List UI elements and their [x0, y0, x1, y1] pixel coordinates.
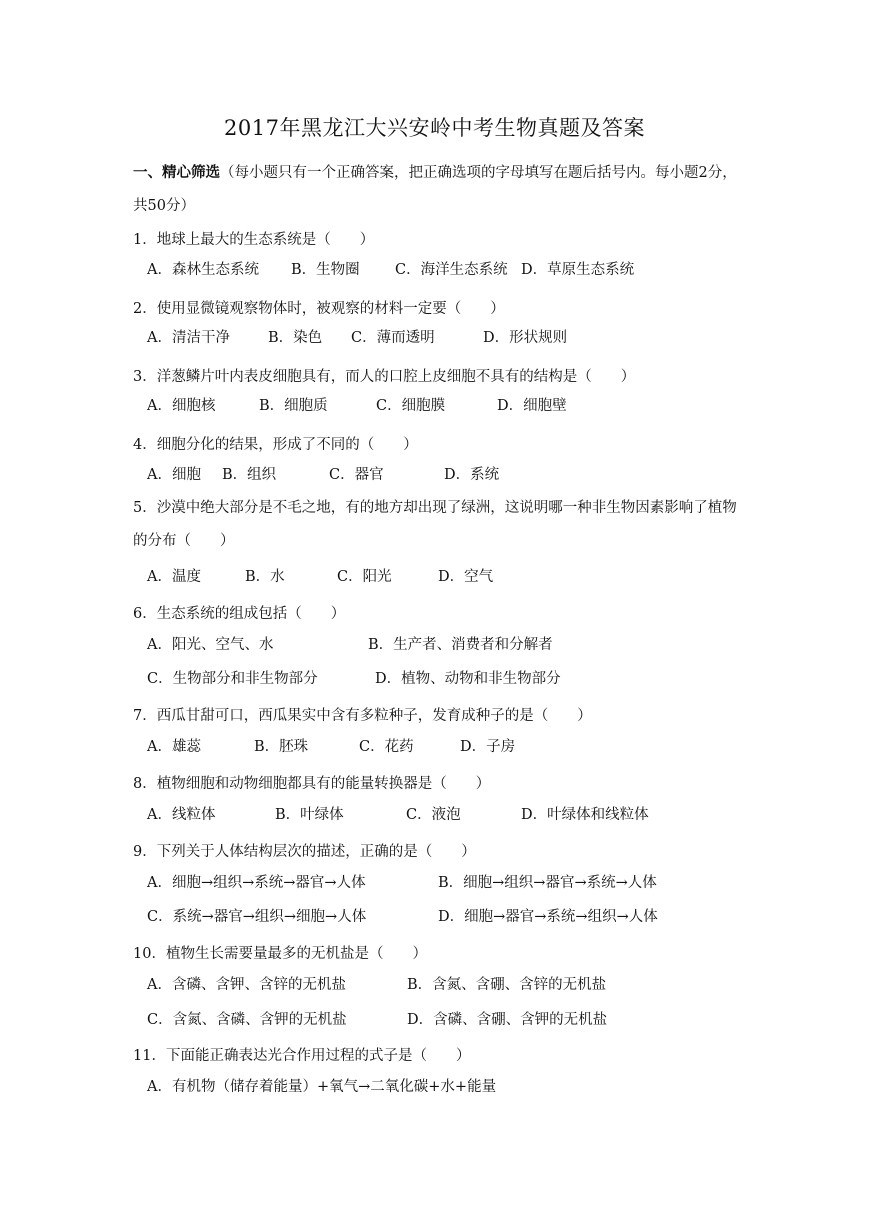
option-a: A．细胞	[147, 467, 201, 483]
option-c: C．生物部分和非生物部分	[147, 671, 318, 687]
option-c: C．海洋生态系统	[395, 262, 508, 278]
question-stem: 4．细胞分化的结果，形成了不同的（ ）	[133, 437, 418, 453]
option-c: C．器官	[329, 467, 384, 483]
section-intro	[133, 156, 743, 223]
question-stem: 10．植物生长需要量最多的无机盐是（ ）	[133, 946, 427, 962]
option-a: A．细胞→组织→系统→器官→人体	[147, 875, 366, 891]
question-stem: 8．植物细胞和动物细胞都具有的能量转换器是（ ）	[133, 776, 491, 792]
option-c: C．细胞膜	[376, 398, 446, 414]
option-a: A．森林生态系统	[147, 262, 259, 278]
option-b: B．生产者、消费者和分解者	[368, 637, 553, 653]
question-stem: 9．下列关于人体结构层次的描述，正确的是（ ）	[133, 844, 476, 860]
option-d: D．子房	[460, 739, 516, 755]
option-b: B．胚珠	[254, 739, 309, 755]
option-b: B．生物圈	[291, 262, 360, 278]
option-d: D．形状规则	[483, 330, 568, 346]
option-c: C．系统→器官→组织→细胞→人体	[147, 909, 367, 925]
option-d: D．叶绿体和线粒体	[521, 807, 649, 823]
page-title: 2017年黑龙江大兴安岭中考生物真题及答案	[224, 116, 645, 140]
question-stem: 5．沙漠中绝大部分是不毛之地，有的地方却出现了绿洲，这说明哪一种非生物因素影响了植物的分布（ ）	[133, 500, 737, 549]
option-d: D．细胞壁	[497, 398, 567, 414]
option-b: B．细胞质	[259, 398, 328, 414]
question-stem: 6．生态系统的组成包括（ ）	[133, 606, 346, 622]
option-b: B．组织	[222, 467, 277, 483]
option-d: D．含磷、含硼、含钾的无机盐	[407, 1012, 608, 1028]
question-stem: 1．地球上最大的生态系统是（ ）	[133, 232, 375, 248]
option-b: B．水	[245, 569, 285, 585]
option-b: B．含氮、含硼、含锌的无机盐	[407, 977, 607, 993]
option-a: A．清洁干净	[147, 330, 230, 346]
option-d: D．细胞→器官→系统→组织→人体	[438, 909, 658, 925]
option-b: B．叶绿体	[275, 807, 344, 823]
option-d: D．空气	[438, 569, 494, 585]
question-stem: 7．西瓜甘甜可口，西瓜果实中含有多粒种子，发育成种子的是（ ）	[133, 708, 592, 724]
option-a: A．阳光、空气、水	[147, 637, 274, 653]
option-d: D．植物、动物和非生物部分	[375, 671, 561, 687]
option-a: A．雄蕊	[147, 739, 201, 755]
option-c: C．含氮、含磷、含钾的无机盐	[147, 1012, 347, 1028]
question-stem: 2．使用显微镜观察物体时，被观察的材料一定要（ ）	[133, 301, 505, 317]
section-instructions: （每小题只有一个正确答案，把正确选项的字母填写在题后括号内。每小题2分，共50分）	[133, 165, 737, 214]
section-heading: 一、精心筛选	[133, 164, 220, 181]
option-a: A．有机物（储存着能量）+氧气→二氧化碳+水+能量	[147, 1079, 497, 1095]
option-a: A．线粒体	[147, 807, 216, 823]
option-b: B．细胞→组织→器官→系统→人体	[438, 875, 657, 891]
option-a: A．温度	[147, 569, 201, 585]
option-d: D．系统	[444, 467, 500, 483]
question-stem: 3．洋葱鳞片叶内表皮细胞具有，而人的口腔上皮细胞不具有的结构是（ ）	[133, 369, 636, 385]
option-c: C．花药	[359, 739, 414, 755]
option-a: A．含磷、含钾、含锌的无机盐	[147, 977, 346, 993]
question-stem: 11．下面能正确表达光合作用过程的式子是（ ）	[133, 1048, 471, 1064]
option-c: C．液泡	[406, 807, 461, 823]
option-c: C．薄而透明	[351, 330, 435, 346]
option-d: D．草原生态系统	[521, 262, 635, 278]
option-c: C．阳光	[337, 569, 392, 585]
option-a: A．细胞核	[147, 398, 216, 414]
option-b: B．染色	[268, 330, 323, 346]
